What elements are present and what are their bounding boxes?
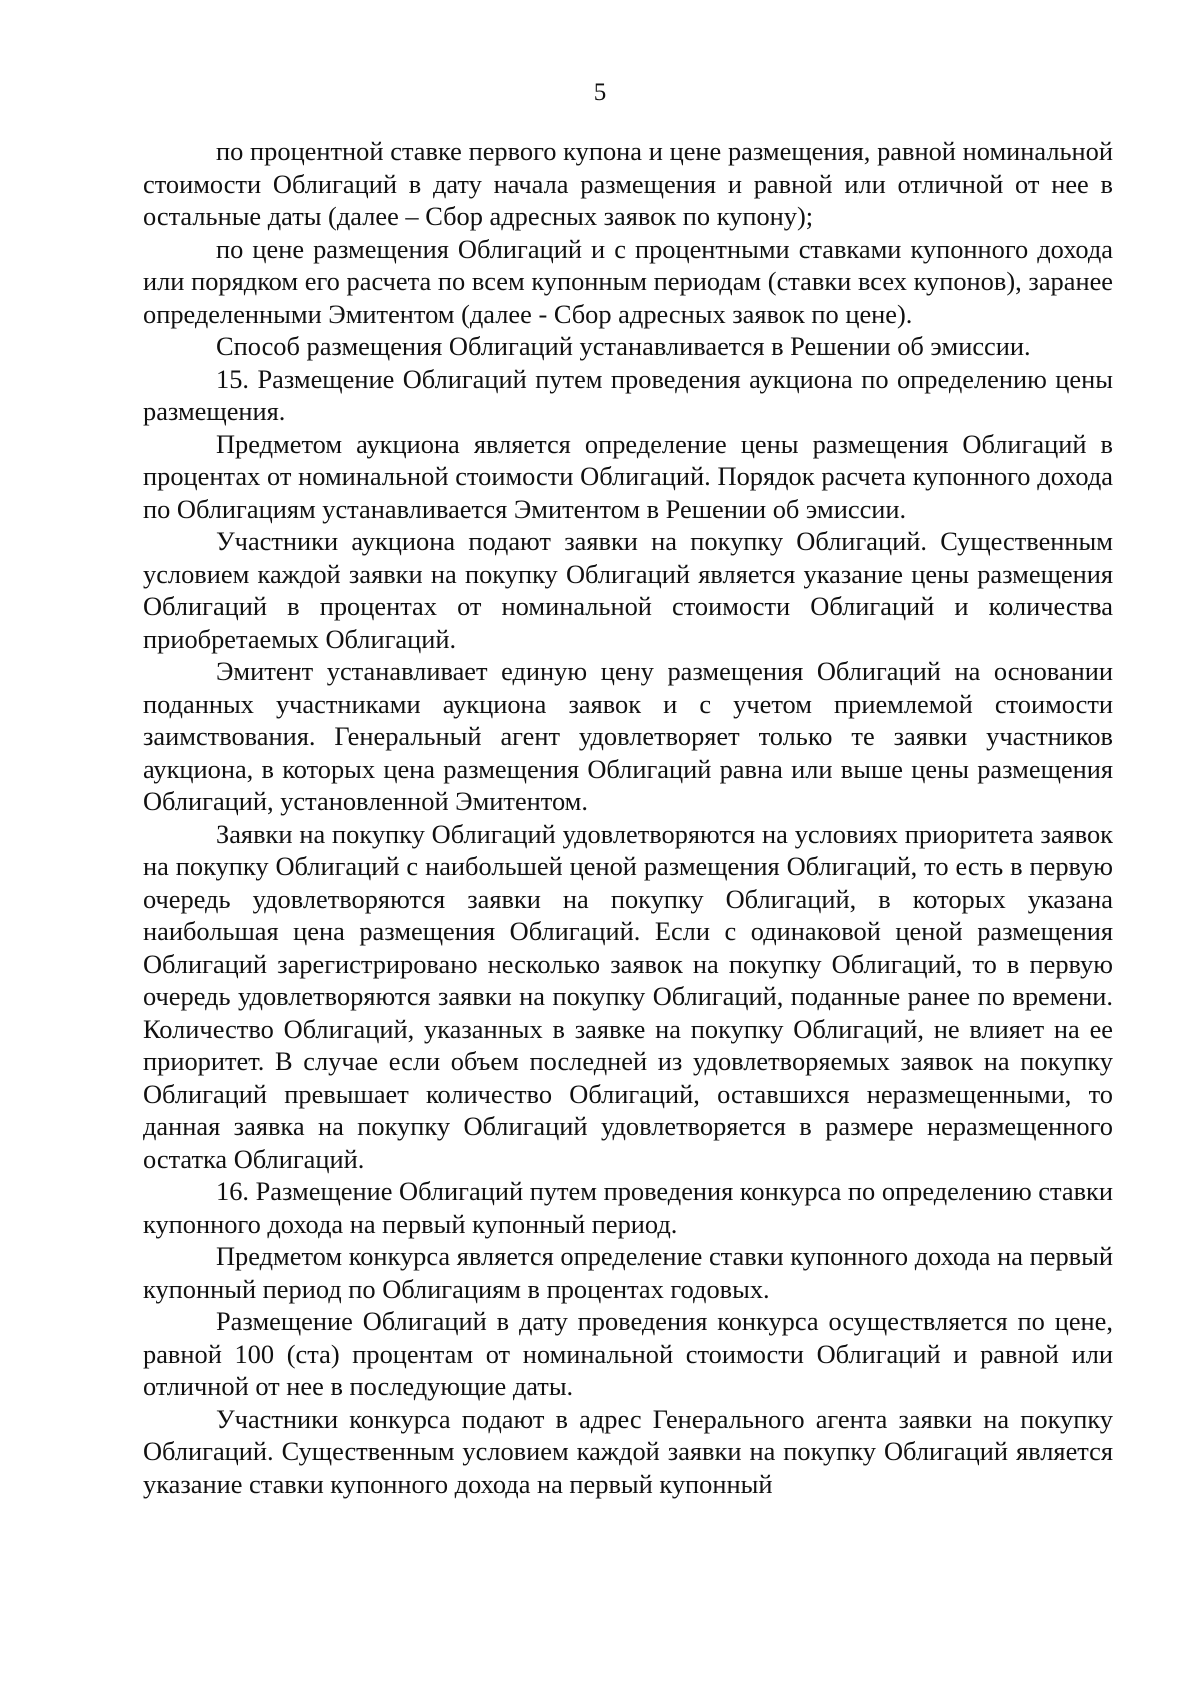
section-15-heading: 15. Размещение Облигаций путем проведения аукциона по определению цены размещения. [143, 363, 1113, 426]
paragraph-auction-subject: Предметом аукциона является определение цены размещения Облигаций в процентах от номинальной стоимости Облигаций. Порядок расчета купонного дохода по Облигациям устанавливается Эмитентом в Решении об эмиссии. [143, 428, 1113, 524]
paragraph-bid-priority: Заявки на покупку Облигаций удовлетворяются на условиях приоритета заявок на покупку Облигаций с наибольшей ценой размещения Облигаций, то есть в первую очередь удовлетворяются заявки на покупку Облигаций, в которых указана наибольшая цена размещения Облигаций. Если с одинаковой ценой размещения Облигаций зарегистрировано несколько заявок на покупку Облигаций, то в первую очередь удовлетворяются заявки на покупку Облигаций, поданные ранее по времени. Количество Облигаций, указанных в заявке на покупку Облигаций, не влияет на ее приоритет. В случае если объем последней из удовлетворяемых заявок на покупку Облигаций превышает количество Облигаций, оставшихся неразмещенными, то данная заявка на покупку Облигаций удовлетворяется в размере неразмещенного остатка Облигаций. [143, 818, 1113, 1174]
paragraph-contest-participants: Участники конкурса подают в адрес Генерального агента заявки на покупку Облигаций. Существенным условием каждой заявки на покупку Облигаций является указание ставки купонного дохода на первый купонный [143, 1403, 1113, 1499]
paragraph-auction-participants: Участники аукциона подают заявки на покупку Облигаций. Существенным условием каждой заявки на покупку Облигаций является указание цены размещения Облигаций в процентах от номинальной стоимости Облигаций и количества приобретаемых Облигаций. [143, 526, 1113, 654]
paragraph-contest-subject: Предметом конкурса является определение ставки купонного дохода на первый купонный период по Облигациям в процентах годовых. [143, 1241, 1113, 1304]
paragraph-price-bids: по цене размещения Облигаций и с процентными ставками купонного дохода или порядком его расчета по всем купонным периодам (ставки всех купонов), заранее определенными Эмитентом (далее - Сбор адресных заявок по цене). [143, 233, 1113, 329]
paragraph-issuer-price: Эмитент устанавливает единую цену размещения Облигаций на основании поданных участниками аукциона заявок и с учетом приемлемой стоимости заимствования. Генеральный агент удовлетворяет только те заявки участников аукциона, в которых цена размещения Облигаций равна или выше цены размещения Облигаций, установленной Эмитентом. [143, 656, 1113, 816]
section-16-heading: 16. Размещение Облигаций путем проведения конкурса по определению ставки купонного дохода на первый купонный период. [143, 1176, 1113, 1239]
document-body [143, 135, 1113, 1500]
paragraph-contest-price: Размещение Облигаций в дату проведения конкурса осуществляется по цене, равной 100 (ста) процентам от номинальной стоимости Облигаций и равной или отличной от нее в последующие даты. [143, 1306, 1113, 1401]
paragraph-placement-method: Способ размещения Облигаций устанавливается в Решении об эмиссии. [216, 331, 1031, 361]
paragraph-coupon-bids: по процентной ставке первого купона и цене размещения, равной номинальной стоимости Облигаций в дату начала размещения и равной или отличной от нее в остальные даты (далее – Сбор адресных заявок по купону); [143, 136, 1113, 231]
page-number: 5 [593, 79, 607, 106]
